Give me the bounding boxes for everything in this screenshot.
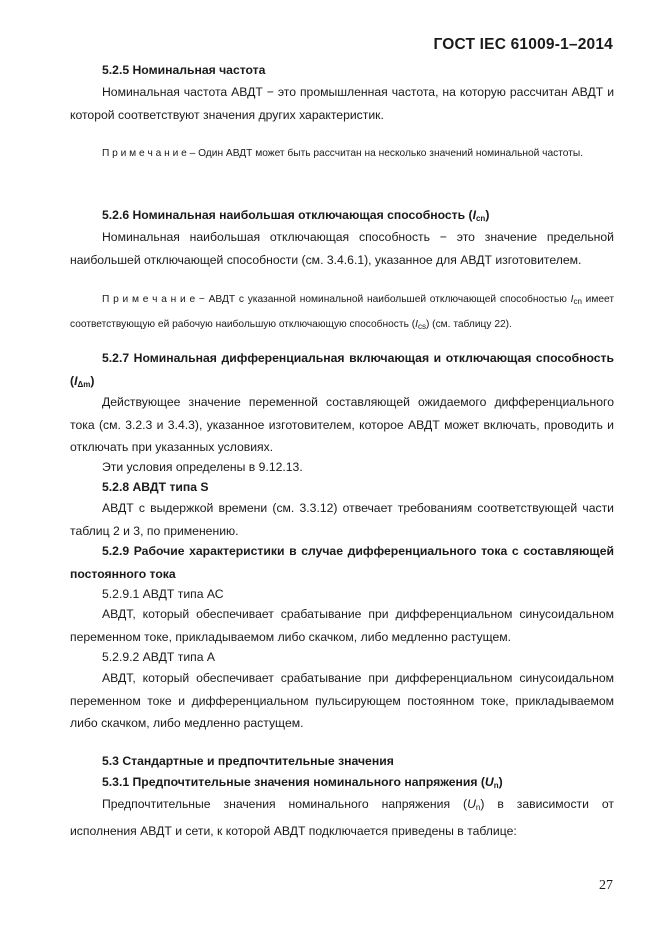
section-5-3-1-body: Предпочтительные значения номинального напряжения $(U_n)$ в зависимости от исполнения АВДТ и сети, к которой АВДТ подключается приведены в таблице: bbox=[70, 797, 614, 838]
section-5-2-5-note bbox=[70, 143, 614, 166]
section-5-2-6-heading: 5.2.6 Номинальная наибольшая отключающая способность $(I_{cn})$ bbox=[102, 208, 490, 223]
note-text: – Один АВДТ может быть рассчитан на несколько значений номинальной частоты. bbox=[186, 148, 584, 159]
section-5-2-7-heading: 5.2.7 Номинальная дифференциальная включающая и отключающая способность $(I_{\Delta m})$ bbox=[70, 351, 614, 389]
section-5-2-9-2-body: АВДТ, который обеспечивает срабатывание при дифференциальном синусоидальном переменном токе и дифференциальном пульсирующем постоянном токе, прикладываемом либо скачком, либо медленно растущем. bbox=[70, 671, 614, 730]
section-5-2-9-1-body: АВДТ, который обеспечивает срабатывание при дифференциальном синусоидальном переменном токе, прикладываемом либо скачком, либо медленно растущем. bbox=[70, 607, 614, 644]
section-5-2-8-heading: 5.2.8 АВДТ типа S bbox=[102, 480, 209, 494]
section-5-2-8-body: АВДТ с выдержкой времени (см. 3.3.12) отвечает требованиям соответствующей части таблиц 2 и 3, по применению. bbox=[70, 501, 614, 538]
section-5-2-6-note: П р и м е ч а н и е − АВДТ с указанной номинальной наибольшей отключающей способностью $I_{cn}$ имеет соответствующую ей рабочую наибольшую отключающую способность $(I_{cs})$ (см. таблицу 22). bbox=[70, 294, 615, 331]
section-5-2-5-heading: 5.2.5 Номинальная частота bbox=[102, 63, 266, 77]
section-5-2-7-conditions: Эти условия определены в 9.12.13. bbox=[102, 460, 303, 474]
note-label: П р и м е ч а н и е bbox=[102, 148, 187, 159]
section-5-2-9-2-title: 5.2.9.2 АВДТ типа А bbox=[102, 650, 216, 664]
section-5-2-9-heading: 5.2.9 Рабочие характеристики в случае дифференциального тока с составляющей постоянного тока bbox=[70, 544, 614, 581]
note-label: П р и м е ч а н и е bbox=[102, 294, 196, 305]
section-5-2-5-body: Номинальная частота АВДТ − это промышленная частота, на которую рассчитан АВДТ и которой соответствуют значения других характеристик. bbox=[70, 85, 614, 122]
page-number: 27 bbox=[599, 878, 613, 893]
section-5-3-heading: 5.3 Стандартные и предпочтительные значения bbox=[102, 754, 394, 768]
section-5-2-6-body: Номинальная наибольшая отключающая способность − это значение предельной наибольшей отключающей способности (см. 3.4.6.1), указанное для АВДТ изготовителем. bbox=[70, 230, 614, 267]
section-5-2-9-1-title: 5.2.9.1 АВДТ типа АС bbox=[102, 587, 224, 601]
section-5-2-7-body: Действующее значение переменной составляющей ожидаемого дифференциального тока (см. 3.2.3 и 3.4.3), указанное изготовителем, которое АВДТ может включать, проводить и отключать при указанных условиях. bbox=[70, 395, 614, 454]
section-5-3-1-heading: 5.3.1 Предпочтительные значения номинального напряжения $(U_n)$ bbox=[102, 775, 503, 790]
standard-header: ГОСТ IEC 61009-1–2014 bbox=[433, 36, 613, 53]
